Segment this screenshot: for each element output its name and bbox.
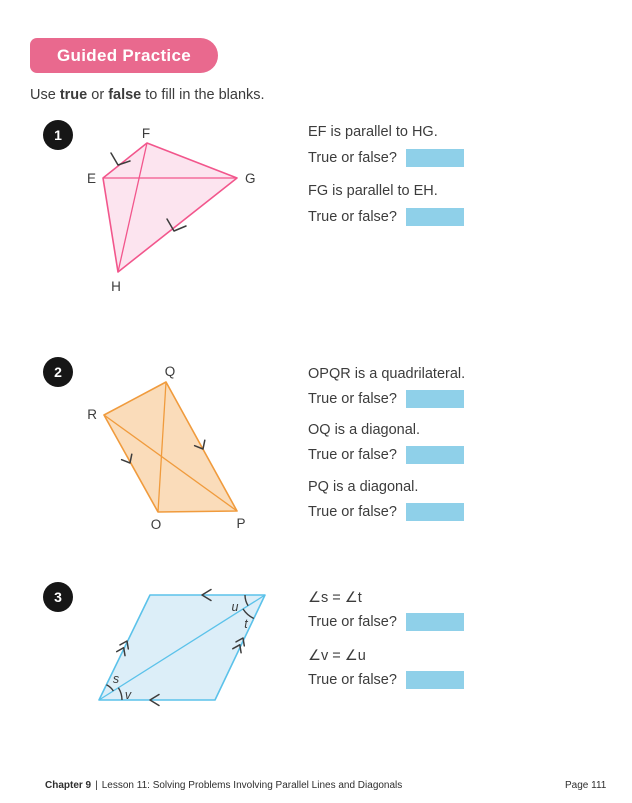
angle-label-t: t <box>244 617 248 631</box>
answer-blank[interactable] <box>406 446 464 464</box>
figure-quadrilateral-efgh <box>80 120 270 300</box>
true-or-false-label: True or false? <box>308 614 397 630</box>
true-or-false-label: True or false? <box>308 447 397 463</box>
footer-chapter-lesson <box>45 780 402 791</box>
vertex-label-q: Q <box>164 364 176 379</box>
quadrilateral-efgh <box>103 143 237 272</box>
problem-3-number: 3 <box>43 582 73 612</box>
problem-1-number: 1 <box>43 120 73 150</box>
q3-statement-2: ∠v = ∠u <box>308 648 366 664</box>
vertex-label-g: G <box>245 171 256 186</box>
instruction-part: or <box>87 87 109 103</box>
vertex-label-r: R <box>87 407 97 422</box>
vertex-label-f: F <box>141 126 151 141</box>
vertex-label-h: H <box>111 279 121 294</box>
q2-prompt-2 <box>308 445 464 465</box>
footer-page-number: Page 111 <box>565 780 607 791</box>
answer-blank[interactable] <box>406 613 464 631</box>
q2-prompt-1 <box>308 389 464 409</box>
q2-statement-2: OQ is a diagonal. <box>308 422 421 438</box>
q1-prompt-1 <box>308 148 464 168</box>
figure-parallelogram <box>85 580 300 715</box>
angle-label-s: s <box>112 672 120 686</box>
angle-label-u: u <box>231 600 239 614</box>
q1-statement-1: EF is parallel to HG. <box>308 124 438 140</box>
q2-prompt-3 <box>308 502 464 522</box>
quadrilateral-opqr <box>104 382 237 512</box>
footer-separator: | <box>95 780 98 791</box>
true-or-false-label: True or false? <box>308 150 397 166</box>
q3-prompt-2 <box>308 670 464 690</box>
angle-label-v: v <box>124 688 132 702</box>
true-or-false-label: True or false? <box>308 504 397 520</box>
instruction-part: to fill in the blanks. <box>141 87 265 103</box>
guided-practice-badge: Guided Practice <box>30 38 218 73</box>
true-or-false-label: True or false? <box>308 391 397 407</box>
answer-blank[interactable] <box>406 503 464 521</box>
q1-statement-2: FG is parallel to EH. <box>308 183 438 199</box>
q3-prompt-1 <box>308 612 464 632</box>
q3-statement-1: ∠s = ∠t <box>308 590 362 606</box>
answer-blank[interactable] <box>406 208 464 226</box>
answer-blank[interactable] <box>406 390 464 408</box>
instruction-true: true <box>59 87 88 103</box>
problem-2-number: 2 <box>43 357 73 387</box>
footer-lesson: Lesson 11: Solving Problems Involving Parallel Lines and Diagonals <box>101 780 403 791</box>
vertex-label-e: E <box>86 171 96 186</box>
true-or-false-label: True or false? <box>308 209 397 225</box>
instruction-part: Use <box>30 87 60 103</box>
answer-blank[interactable] <box>406 671 464 689</box>
true-or-false-label: True or false? <box>308 672 397 688</box>
vertex-label-o: O <box>150 517 162 532</box>
figure-quadrilateral-opqr <box>85 358 265 536</box>
q1-prompt-2 <box>308 207 464 227</box>
q2-statement-3: PQ is a diagonal. <box>308 479 419 495</box>
instruction-text <box>30 87 265 103</box>
q2-statement-1: OPQR is a quadrilateral. <box>308 366 466 382</box>
answer-blank[interactable] <box>406 149 464 167</box>
footer-chapter: Chapter 9 <box>45 780 92 791</box>
instruction-false: false <box>108 87 142 103</box>
vertex-label-p: P <box>236 516 246 531</box>
